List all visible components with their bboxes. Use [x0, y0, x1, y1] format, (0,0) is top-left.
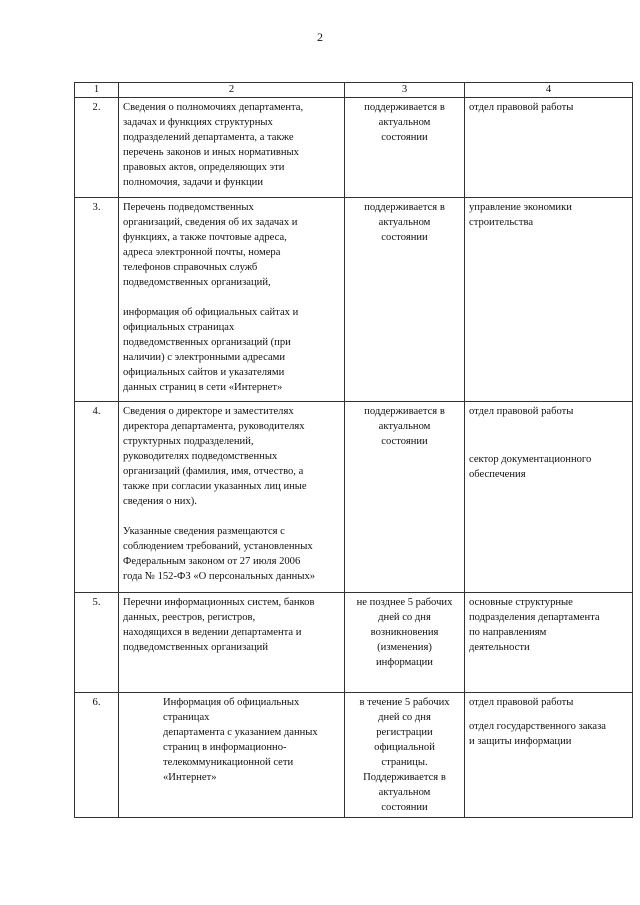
responsible-text: управление экономики строительства: [469, 202, 572, 228]
status-text: поддерживается в актуальном состоянии: [364, 202, 445, 243]
row-status: [345, 593, 465, 693]
header-col-1: 1: [75, 83, 119, 98]
row-status: [345, 402, 465, 593]
row-description: [119, 98, 345, 198]
row-responsible: [465, 593, 633, 693]
row-number: 5.: [75, 593, 119, 693]
table-row: [75, 402, 633, 593]
table-row: [75, 593, 633, 693]
row-status: [345, 693, 465, 818]
responsible-text: отдел правовой работы: [469, 406, 574, 417]
responsible-text: отдел правовой работы: [469, 697, 574, 708]
responsible-text: отдел правовой работы: [469, 102, 574, 113]
row-responsible: [465, 98, 633, 198]
description-paragraph: Указанные сведения размещаются с соблюдением требований, установленных Федеральным законом от 27 июля 2006 года № 152-ФЗ «О персональных данных»: [123, 526, 316, 582]
header-col-2: 2: [119, 83, 345, 98]
row-description: [119, 693, 345, 818]
table-row: [75, 198, 633, 402]
row-description: [119, 593, 345, 693]
responsible-text: отдел государственного заказа и защиты информации: [469, 721, 606, 747]
row-number: 4.: [75, 402, 119, 593]
row-number: 6.: [75, 693, 119, 818]
responsible-text: основные структурные подразделения департамента по направлениям деятельности: [469, 597, 600, 653]
description-paragraph: Информация об официальных страницах департамента с указанием данных страниц в информационно- телекоммуникационной сети «Интернет»: [163, 697, 318, 783]
header-col-4: 4: [465, 83, 633, 98]
description-paragraph: информация об официальных сайтах и официальных страницах подведомственных организаций (при наличии) с электронными адресами официальных сайтов и указателями данных страниц в сети «Интернет»: [123, 307, 299, 393]
status-text: поддерживается в актуальном состоянии: [364, 406, 445, 447]
status-text: не позднее 5 рабочих дней со дня возникновения (изменения) информации: [356, 597, 453, 668]
document-table: [74, 82, 633, 818]
responsible-text: сектор документационного обеспечения: [469, 454, 592, 480]
row-description: [119, 198, 345, 402]
description-paragraph: Сведения о полномочиях департамента, задачах и функциях структурных подразделений департамента, а также перечень законов и иных нормативных правовых актов, определяющих эти полномочия, задачи и функции: [123, 102, 304, 188]
page-number: 2: [317, 30, 323, 44]
table-row: [75, 693, 633, 818]
description-paragraph: Сведения о директоре и заместителях директора департамента, руководителях структурных подразделений, руководителях подведомственных организаций (фамилия, имя, отчество, а также при согласии указанных лиц иные сведения о них).: [123, 406, 307, 507]
status-text: поддерживается в актуальном состоянии: [364, 102, 445, 143]
row-responsible: [465, 402, 633, 593]
description-paragraph: Перечни информационных систем, банков данных, реестров, регистров, находящихся в ведении департамента и подведомственных организаций: [123, 597, 315, 653]
status-text: в течение 5 рабочих дней со дня регистрации официальной страницы. Поддерживается в актуальном состоянии: [359, 697, 450, 813]
table-header-row: [75, 83, 633, 98]
table-row: [75, 98, 633, 198]
row-status: [345, 198, 465, 402]
row-number: 3.: [75, 198, 119, 402]
row-responsible: [465, 198, 633, 402]
row-responsible: [465, 693, 633, 818]
row-status: [345, 98, 465, 198]
header-col-3: 3: [345, 83, 465, 98]
row-number: 2.: [75, 98, 119, 198]
description-paragraph: Перечень подведомственных организаций, сведения об их задачах и функциях, а также почтовые адреса, адреса электронной почты, номера телефонов справочных служб подведомственных организаций,: [123, 202, 298, 288]
row-description: [119, 402, 345, 593]
